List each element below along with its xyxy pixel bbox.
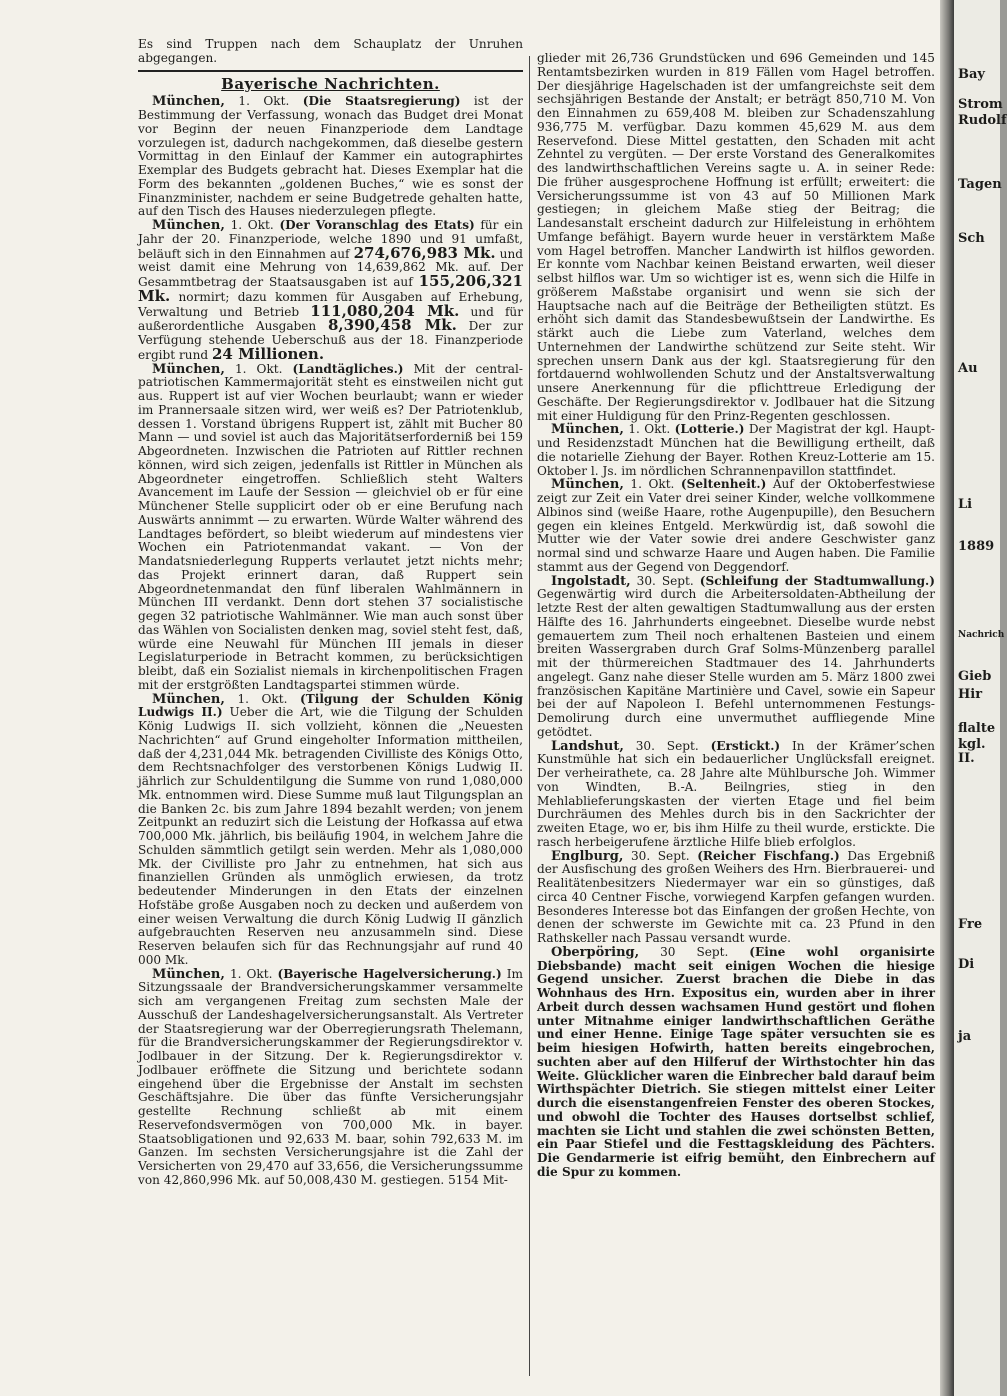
article-body: Mit der central-patriotischen Kammermajorität steht es einstweilen nicht gut aus. Ruppert ist auf vier Wochen beurlaubt; wann er wieder im Prannersaale sitzen wird, wer weiß es? Der Patriotenklub, dessen 1. Vorstand übrigens Ruppert ist, zählt mit Bucher 80 Mann — und soviel ist auch das Majoritätserforderniß bei 159 Abgeordneten. Inzwischen die Patrioten auf Rittler rechnen können, wird sich zeigen, jedenfalls ist Rittler in München als Abgeordneter eingetroffen. Schließlich steht Walters Avancement im Laufe der Session — gleichviel ob er für eine Münchener Stelle supplicirt oder ob er eine Berufung nach Auswärts annimmt — zu erwarten. Würde Walter während des Landtages befördert, so bleibt wiederum auf mindestens vier Wochen ein Patriotenmandat vakant. — Von der Mandatsniederlegung Rupperts verlautet jetzt nichts mehr; das Projekt erinnert daran, daß Ruppert sein Abgeordnetenmandat den fünf liberalen Wahlmännern in München III verdankt. Denn dort stehen 37 socialistische gegen 32 patriotische Wahlmänner. Wie man auch sonst über das Wählen von Socialisten denken mag, soviel steht fest, daß, würde eine Neuwahl für München III jemals in dieser Legislaturperiode in Betracht kommen, zu berücksichtigen bleibt, daß ein Sozialist niemals in kirchenpolitischen Fragen mit der erstgrößten Landtagspartei stimmen würde.: [138, 361, 523, 692]
section-title: Bayerische Nachrichten.: [221, 74, 440, 93]
article-dateline: Ingolstadt,: [551, 573, 631, 589]
article-body: ist der Bestimmung der Verfassung, wonach das Budget drei Monat vor Beginn der neuen Finanzperiode dem Landtage vorzulegen ist, dadurch nachgekommen, daß dieselbe gestern Vormittag in den Einlauf der Kammer ein autographirtes Exemplar des Budgets gebracht hat. Dieses Exemplar hat die Form des bekannten „goldenen Buches,“ wie es sonst der Finanzminister, nachdem er seine Budgetrede gehalten hatte, auf den Tisch des Hauses niederzulegen pflegte.: [138, 94, 523, 219]
article-body: und weist damit eine Mehrung von 14,639,862 Mk. auf. Der Gesammtbetrag der Staatsausgaben ist auf: [138, 246, 523, 289]
article-date: 1. Okt.: [237, 691, 288, 706]
article-dateline: München,: [551, 422, 624, 438]
article-tag: (Der Voranschlag des Etats): [279, 218, 475, 232]
article-tag: (Die Staatsregierung): [302, 94, 461, 109]
article-dateline: München,: [152, 94, 225, 110]
article-date: 1. Okt.: [229, 966, 273, 981]
article-dateline: Englburg,: [551, 848, 624, 864]
article-body: und für außerordentliche Ausgaben: [138, 304, 523, 334]
article-landtaegliches: [138, 363, 523, 693]
fragment-text: flalte: [958, 721, 996, 736]
article-body: Der Magistrat der kgl. Haupt- und Residenzstadt München hat die Bewilligung ertheilt, daß die notarielle Ziehung der Bayer. Rothen Kreuz-Lotterie am 15. Oktober l. Js. im nördlichen Schrannenpavillon stattfindet.: [537, 422, 935, 478]
article-lotterie: [537, 423, 935, 478]
fragment-text: 1889: [958, 539, 995, 554]
article-dateline: München,: [551, 477, 624, 493]
article-tag: (Reicher Fischfang.): [697, 848, 840, 863]
article-date: 1. Okt.: [630, 477, 675, 492]
article-body: normirt; dazu kommen für Ausgaben auf Erhebung, Verwaltung und Betrieb: [138, 289, 523, 319]
fragment-text: Rudolf: [958, 113, 1007, 128]
article-dateline: Oberpöring,: [551, 944, 640, 960]
header-rule: [138, 70, 523, 72]
fragment-text: Di: [958, 957, 975, 972]
article-tilgung: [138, 693, 523, 968]
article-body: In der Krämer’schen Kunstmühle hat sich ein bedauerlicher Unglücksfall ereignet. Der verheirathete, ca. 28 Jahre alte Mühlbursche Joh. Wimmer von Windten, B.-A. Beilngries, stieg in den Mehlablieferungskasten der vierten Etage und fiel beim Durchräumen des Mehles durch bis in den Sackrichter der zweiten Etage, wo er, bis ihm Hilfe zu theil wurde, erstickte. Die rasch herbeigerufene ärztliche Hilfe blieb erfolglos.: [537, 738, 935, 849]
article-dateline: München,: [152, 966, 225, 982]
article-date: 1. Okt.: [628, 422, 671, 437]
article-tag: (Bayerische Hagelversicherung.): [277, 966, 502, 981]
article-body: Auf der Oktoberfestwiese zeigt zur Zeit ein Vater drei seiner Kinder, welche vollkommene Albinos sind (weiße Haare, rothe Augenpupille), den Besuchern gegen ein kleines Entgeld. Merkwürdig ist, daß sowohl die Mutter wie der Vater sowie drei andere Geschwister ganz normal sind und schwarze Haare und Augen haben. Die Familie stammt aus der Gegend von Deggendorf.: [537, 477, 935, 574]
fragment-text: Sch: [958, 231, 985, 246]
article-body: Gegenwärtig wird durch die Arbeitersoldaten-Abtheilung der letzte Rest der alten gewaltigen Stadtumwallung aus der ersten Hälfte des 16. Jahrhunderts eingeebnet. Dieselbe wurde nebst gemauertem zum Theil noch erhaltenen Basteien und einem breiten Wassergraben durch Graf Solms-Münzenberg parallel mit der thürmereichen Stadtmauer des 14. Jahrhunderts angelegt. Ganz nahe dieser Stelle wurden am 5. März 1800 zwei französischen Kapitäne Martinière und Cavel, sowie ein Sapeur bei der auf Napoleon I. Befehl unternommenen Festungs-Demolirung durch eine unvermuthet auffliegende Mine getödtet.: [537, 587, 935, 739]
article-oberpoering: [537, 946, 935, 1180]
article-date: 30. Sept.: [635, 738, 699, 753]
adjacent-page-fragment: [954, 0, 1007, 1396]
article-hagelversicherung: [138, 968, 523, 1188]
fragment-text: Bay: [958, 67, 985, 82]
fragment-text: Nachrich: [958, 630, 1005, 640]
article-body: macht seit einigen Wochen die hiesige Gegend unsicher. Zuerst brachen die Diebe in das Wohnhaus des Hrn. Expositus ein, wurden aber in ihrer Arbeit durch dessen wachsamen Hund gestört und flohen unter Mitnahme einiger landwirthschaftlichen Geräthe und einer Henne. Einige Tage später versuchten sie es beim hiesigen Hofwirth, hatten bereits eingebrochen, suchten aber auf den Hilferuf der Wirthstochter hin das Weite. Glücklicher waren die Einbrecher bald darauf beim Wirthspächter Dietrich. Sie stiegen mittelst einer Leiter durch die eisenstangenfreien Fenster des oberen Stockes, und obwohl die Tochter des Hauses dortselbst schlief, machten sie Licht und stahlen die zwei schönsten Betten, ein Paar Stiefel und die Festtagskleidung des Pächters. Die Gendarmerie ist eifrig bemüht, den Einbrechern auf die Spur zu kommen.: [537, 958, 935, 1179]
fragment-text: kgl.: [958, 737, 986, 752]
book-spine: [940, 0, 954, 1396]
article-date: 1. Okt.: [234, 361, 283, 376]
article-tag: (Lotterie.): [674, 422, 745, 437]
amount-ausserordentlich: 8,390,458 Mk.: [328, 316, 457, 335]
article-date: 30 Sept.: [660, 944, 729, 959]
article-body: für ein Jahr der 20. Finanzperiode, welche 1890 und 91 umfaßt, beläuft sich in den Einnahmen auf: [138, 218, 523, 261]
article-body: Das Ergebniß der Ausfischung des großen Weihers des Hrn. Bierbrauerei- und Realitätenbesitzers Niedermayer war ein so günstiges, daß circa 40 Centner Fische, vorwiegend Karpfen gefangen wurden. Besonderes Interesse bot das Einfangen der großen Hechte, von denen der schwerste im Gewichte mit ca. 23 Pfund in den Rathskeller nach Passau versandt wurde.: [537, 848, 935, 945]
article-englburg: [537, 850, 935, 946]
article-body: Ueber die Art, wie die Tilgung der Schulden König Ludwigs II. sich vollzieht, können die „Neuesten Nachrichten“ auf Grund eingeholter Information mittheilen, daß der 4,231,044 Mk. betragenden Civilliste des Königs Otto, dem Rechtsnachfolger des verstorbenen Königs Ludwig II. jährlich zur Schuldentilgung die Summe von rund 1,080,000 Mk. entnommen wird. Diese Summe muß laut Tilgungsplan an die Banken 2c. bis zum Jahre 1894 bezahlt werden; von jenem Zeitpunkt an reduzirt sich die Leistung der Hofkassa auf etwa 700,000 Mk. jährlich, bis beiläufig 1904, in welchem Jahre die Schulden sämmtlich getilgt sein werden. Mehr als 1,080,000 Mk. der Civilliste pro Jahr zu entnehmen, hat sich aus finanziellen Gründen als unmöglich erwiesen, da trotz bedeutender Minderungen in den Etats der einzelnen Hofstäbe große Ausgaben noch zu decken und außerdem von einer weisen Verwaltung die durch König Ludwig II gänzlich aufgebrauchten Reserven neu anzusammeln sind. Diese Reserven belaufen sich für das Rechnungsjahr auf rund 40 000 Mk.: [138, 705, 523, 967]
fragment-text: Hir: [958, 687, 983, 702]
article-tag: (Erstickt.): [710, 738, 781, 753]
article-dateline: München,: [152, 218, 225, 233]
article-dateline: München,: [152, 691, 225, 707]
article-dateline: Landshut,: [551, 738, 624, 754]
article-voranschlag: [138, 219, 523, 363]
article-staatsregierung: [138, 95, 523, 219]
article-tag: (Seltenheit.): [680, 477, 767, 492]
article-landshut: [537, 740, 935, 850]
article-date: 30. Sept.: [636, 573, 694, 588]
amount-einnahmen: 274,676,983 Mk.: [353, 243, 496, 262]
fragment-text: ja: [958, 1029, 972, 1044]
column-right: [537, 52, 935, 1180]
article-tag: (Tilgung der Schulden König Ludwigs II.): [138, 691, 523, 720]
article-continuation: glieder mit 26,736 Grundstücken und 696 Gemeinden und 145 Rentamtsbezirken wurden in 819 Fällen vom Hagel betroffen. Der diesjährige Hagelschaden ist der umfangreichste seit dem sechsjährigen Bestande der Anstalt; er beträgt 850,710 M. Von den Einnahmen zu 659,408 M. bleiben zur Schadenszahlung 936,775 M. verfügbar. Dazu kommen 45,629 M. aus dem Reservefond. Diese Mittel gestatten, den Schaden mit acht Zehntel zu vergüten. — Der erste Vorstand des Generalkomites des landwirthschaftlichen Vereins sagte u. A. in seiner Rede: Die früher ausgesprochene Hoffnung ist erfüllt; erweitert: die Versicherungssumme ist von 43 auf 50 Millionen Mark gestiegen; in gleichem Maße stieg der Beitrag; die Landesanstalt erscheint dadurch zur Hilfeleistung in erhöhtem Umfange befähigt. Bayern wurde heuer in verstärktem Maße vom Hagel betroffen. Mancher Landwirth ist hilflos geworden. Er konnte vom Nachbar keinen Beistand erwarten, weil dieser selbst hilflos war. Um so wichtiger ist es, wenn sich die Hilfe in größerem Maßstabe organisirt und wenn sie sich der Hauptsache nach auf die Beiträge der Betheiligten stützt. Es erhöht sich damit das Standesbewußtsein der Landwirthe. Es stärkt auch die Liebe zum Vaterland, welches dem Unternehmen der Landwirthe schützend zur Seite steht. Wir sprechen unsern Dank aus der kgl. Staatsregierung für den fortdauernd wohlwollenden Schutz und der Anstaltsverwaltung unsere Anerkennung für die pflichttreue Erledigung der Geschäfte. Der Regierungsdirektor v. Jodlbauer hat die Sitzung mit einer Huldigung für den Prinz-Regenten geschlossen.: [537, 51, 935, 423]
column-left: [138, 38, 523, 1188]
amount-staatsausgaben: 155,206,321 Mk.: [138, 272, 523, 305]
fragment-text: Strom: [958, 97, 1003, 112]
fragment-text: Gieb: [958, 669, 992, 684]
fragment-text: II.: [958, 751, 975, 766]
amount-ueberschuss: 24 Millionen.: [211, 344, 325, 363]
article-dateline: München,: [152, 361, 225, 377]
article-tag: (Eine wohl organisirte Diebsbande): [537, 944, 935, 973]
article-date: 1. Okt.: [230, 218, 274, 232]
article-seltenheit: [537, 478, 935, 574]
article-date: 1. Okt.: [238, 94, 290, 109]
article-date: 30. Sept.: [630, 848, 690, 863]
article-ingolstadt: [537, 575, 935, 740]
article-body: Der zur Verfügung stehende Ueberschuß aus der 18. Finanzperiode ergibt rund: [138, 319, 523, 362]
fragment-text: Au: [958, 361, 978, 376]
lead-paragraph: Es sind Truppen nach dem Schauplatz der Unruhen abgegangen.: [138, 37, 523, 65]
amount-betrieb: 111,080,204 Mk.: [310, 301, 460, 320]
column-rule: [529, 56, 530, 1376]
article-tag: (Schleifung der Stadtumwallung.): [699, 573, 935, 588]
article-tag: (Landtägliches.): [292, 361, 404, 376]
fragment-text: Tagen: [958, 177, 1002, 192]
article-body: Im Sitzungssaale der Brandversicherungskammer versammelte sich am vergangenen Freitag zum sechsten Male der Ausschuß der Landeshagelversicherungsanstalt. Als Vertreter der Staatsregierung war der Oberregierungsrath Thelemann, für die Brandversicherungskammer der Regierungsdirektor v. Jodlbauer in der Sitzung. Der k. Regierungsdirektor v. Jodlbauer eröffnete die Sitzung und berichtete sodann eingehend über die Ergebnisse der Anstalt im sechsten Geschäftsjahre. Die über das fünfte Versicherungsjahr gestellte Rechnung schließt ab mit einem Reservefondsvermögen von 700,000 Mk. in bayer. Staatsobligationen und 92,633 M. baar, sohin 792,633 M. im Ganzen. Im sechsten Versicherungsjahre ist die Zahl der Versicherten von 29,470 auf 33,656, die Versicherungssumme von 42,860,996 Mk. auf 50,008,430 M. gestiegen. 5154 Mit-: [138, 966, 523, 1187]
fragment-text: Fre: [958, 917, 983, 932]
fragment-text: Li: [958, 497, 973, 512]
